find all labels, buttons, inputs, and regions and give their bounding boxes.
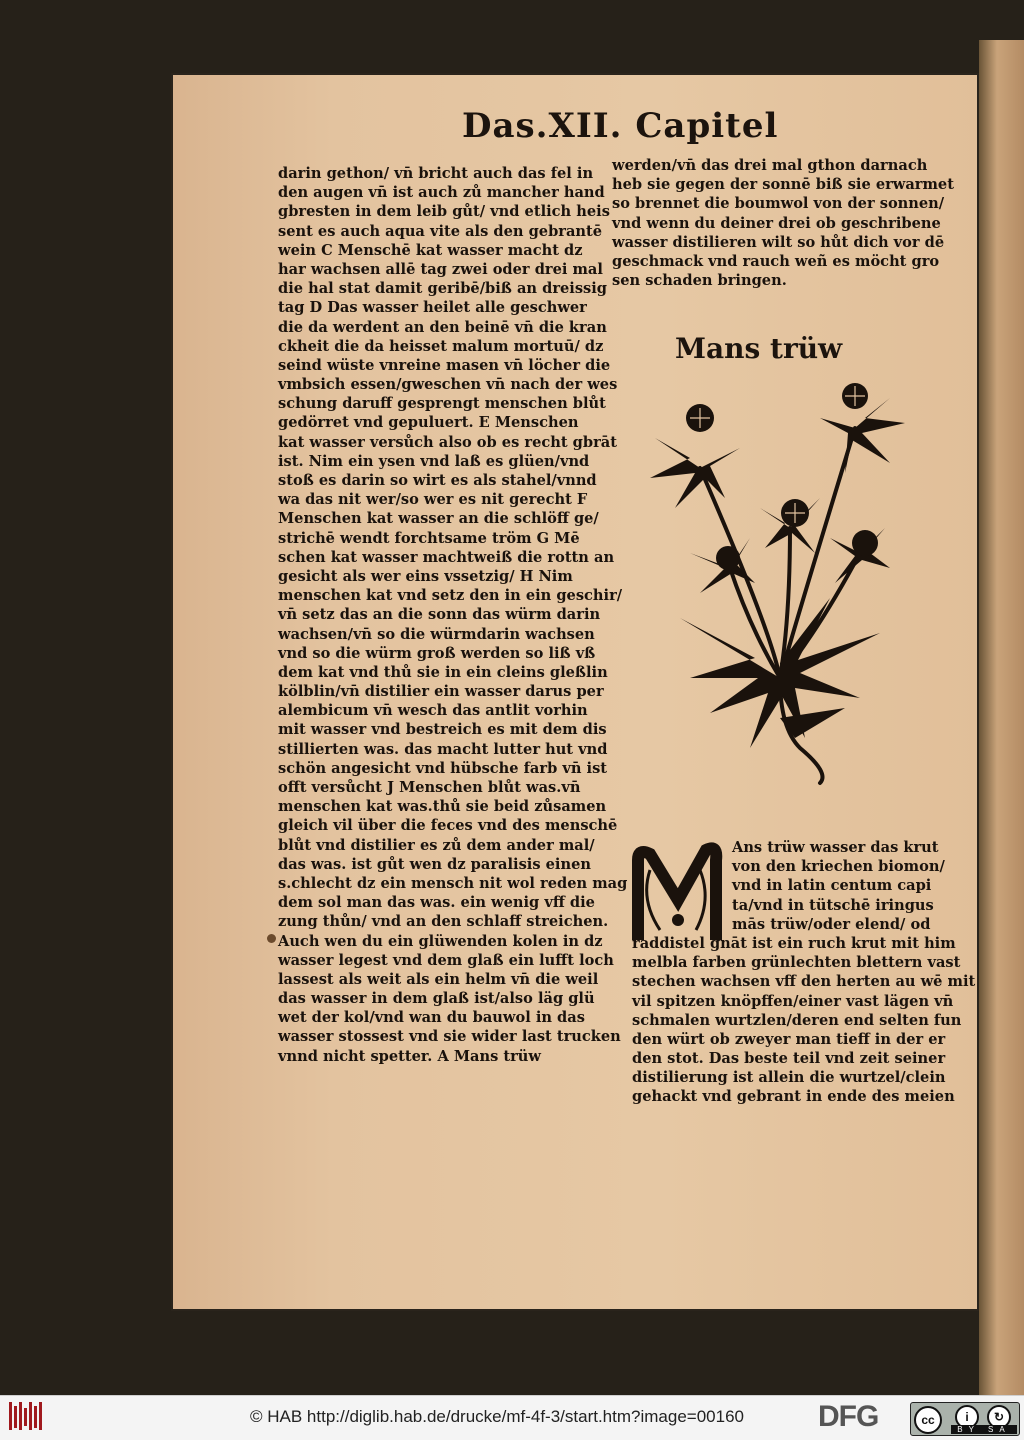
text-line: schön angesicht vnd hübsche farb vn̄ ist [278, 759, 608, 777]
text-line: wet der kol/vnd wan du bauwol in das [278, 1009, 585, 1027]
text-line: den würt ob zweyer man tieff in der er [632, 1030, 946, 1048]
text-line: sent es auch aqua vite als den gebrantē [278, 222, 603, 240]
plant-woodcut-illustration [630, 378, 910, 808]
left-text-column [278, 164, 628, 1066]
text-line: vnd wenn du deiner drei ob geschribene [612, 214, 941, 232]
chapter-heading: Das.XII. Capitel [462, 106, 779, 146]
text-line: schung daruff gesprengt menschen blůt [278, 395, 606, 413]
text-line: offt versůcht J Menschen blůt was.vn̄ [278, 779, 581, 796]
text-line: schmalen wurtzlen/deren end selten fun [632, 1011, 962, 1029]
license-badge[interactable] [910, 1402, 1020, 1436]
right-text-column-top [612, 156, 957, 290]
text-line: vil spitzen knöpffen/einer vast lägen vn̄ [632, 992, 954, 1010]
text-line: wachsen/vn̄ so die würmdarin wachsen [278, 625, 595, 643]
margin-ornament [267, 934, 276, 943]
text-line: menschen kat vnd setz den in ein geschir/ [278, 587, 623, 605]
sa-icon: ↻ [987, 1405, 1011, 1429]
text-line: melbla farben grünlechten blettern vast [632, 954, 961, 972]
text-line: den augen vn̄ ist auch zů mancher hand [278, 184, 605, 202]
initial-letter-text: M [630, 840, 632, 841]
text-line: mās trüw/oder elend/ od [732, 915, 931, 933]
text-line: werden/vn̄ das drei mal gthon darnach [612, 157, 928, 174]
text-line: die hal stat damit geribē/biß an dreissig [278, 280, 608, 298]
text-line: gehackt vnd gebrant in ende des meien [632, 1088, 955, 1106]
text-line: menschen kat was.thů sie beid zůsamen [278, 798, 607, 816]
text-line: raddistel gnāt ist ein ruch krut mit him [632, 934, 956, 952]
text-line: stechen wachsen vff den herten au wē mit [632, 973, 976, 991]
text-line: strichē wendt forchtsame tröm G Mē [278, 529, 580, 547]
plant-title: Mans trüw [675, 332, 843, 365]
next-page-edge [979, 40, 1024, 1395]
text-line: Menschen kat wasser an die schlöff ge/ [278, 510, 599, 528]
text-line: vn̄ setz das an die sonn das würm darin [278, 606, 601, 624]
text-line: so brennet die boumwol von der sonnen/ [612, 195, 945, 213]
text-line: wa das nit wer/so wer es nit gerecht F [278, 491, 588, 509]
text-line: darin gethon/ vn̄ bricht auch das fel in [278, 165, 594, 182]
text-line: stoß es darin so wirt es als stahel/vnnd [278, 472, 597, 489]
text-line: Ans trüw wasser das krut [732, 839, 939, 856]
text-line: blůt vnd distilier es zů dem ander mal/ [278, 836, 595, 854]
text-line: lassest als weit als ein helm vn̄ die weil [278, 970, 599, 988]
text-line: von den kriechen biomon/ [732, 858, 945, 876]
text-line: kölblin/vn̄ distilier ein wasser darus per [278, 683, 604, 701]
text-line: gleich vil über die feces vnd des menschē [278, 817, 618, 835]
text-line: das wasser in dem glaß ist/also läg glü [278, 990, 595, 1008]
text-line: kat wasser versůch also ob es recht gbrāt [278, 433, 617, 451]
text-line: zung thůn/ vnd an den schlaff streichen. [278, 913, 609, 931]
text-line: das was. ist gůt wen dz paralisis einen [278, 855, 591, 873]
text-line: gesicht als wer eins vssetzig/ H Nim [278, 567, 573, 585]
text-line: har wachsen allē tag zwei oder drei mal [278, 260, 603, 278]
source-link[interactable]: © HAB http://diglib.hab.de/drucke/mf-4f-3/start.htm?image=00160 [250, 1407, 744, 1426]
text-line: wein C Menschē kat wasser macht dz [278, 241, 583, 259]
text-line: alembicum vn̄ wesch das antlit vorhin [278, 702, 588, 720]
text-line: dem sol man das was. ein wenig vff die [278, 894, 595, 912]
text-line: vmbsich essen/gweschen vn̄ nach der wes [278, 376, 618, 394]
text-line: vnd in latin centum capi [732, 877, 932, 895]
text-line: heb sie gegen der sonnē biß sie erwarmet [612, 176, 954, 194]
text-line: vnd so die würm groß werden so liß vß [278, 644, 596, 662]
text-line: gedörret vnd gepuluert. E Menschen [278, 414, 579, 432]
text-line: ta/vnd in tütschē iringus [732, 896, 934, 914]
text-line: geschmack vnd rauch weñ es möcht gro [612, 252, 940, 270]
text-line: s.chlecht dz ein mensch nit wol reden mag [278, 874, 628, 892]
text-line: wasser legest vnd dem glaß ein lufft loch [278, 951, 614, 969]
by-icon: i [955, 1405, 979, 1429]
text-line: sen schaden bringen. [612, 272, 787, 290]
text-line: wasser distilieren wilt so hůt dich vor dē [612, 233, 945, 251]
text-line: distilierung ist allein die wurtzel/clein [632, 1069, 946, 1087]
text-line: seind wüste vnreine masen vn̄ löcher die [278, 356, 611, 374]
text-line: schen kat wasser machtweiß die rottn an [278, 548, 615, 566]
text-line: ckheit die da heisset malum mortuū/ dz [278, 337, 604, 355]
library-logo-icon [8, 1402, 42, 1432]
text-line: wasser stossest vnd sie wider last trucken [278, 1028, 621, 1046]
text-line: mit wasser vnd bestreich es mit dem dis [278, 721, 607, 739]
text-line: gbresten in dem leib gůt/ vnd etlich heis [278, 203, 610, 221]
text-line: Auch wen du ein glüwenden kolen in dz [278, 932, 603, 950]
text-line: stillierten was. das macht lutter hut vnd [278, 740, 608, 758]
license-label: BY SA [951, 1425, 1017, 1434]
cc-icon: cc [914, 1406, 942, 1434]
text-line: die da werdent an den beinē vn̄ die kran [278, 318, 607, 336]
text-line: vnnd nicht spetter. A Mans trüw [278, 1047, 541, 1065]
text-line: tag D Das wasser heilet alle geschwer [278, 299, 587, 317]
right-text-column-bottom [632, 838, 976, 1107]
text-line: dem kat vnd thů sie in ein cleins gleßlin [278, 663, 608, 681]
text-line: den stot. Das beste teil vnd zeit seiner [632, 1050, 946, 1068]
dfg-logo[interactable]: DFG [818, 1400, 879, 1433]
text-line: ist. Nim ein ysen vnd laß es glüen/vnd [278, 452, 590, 470]
